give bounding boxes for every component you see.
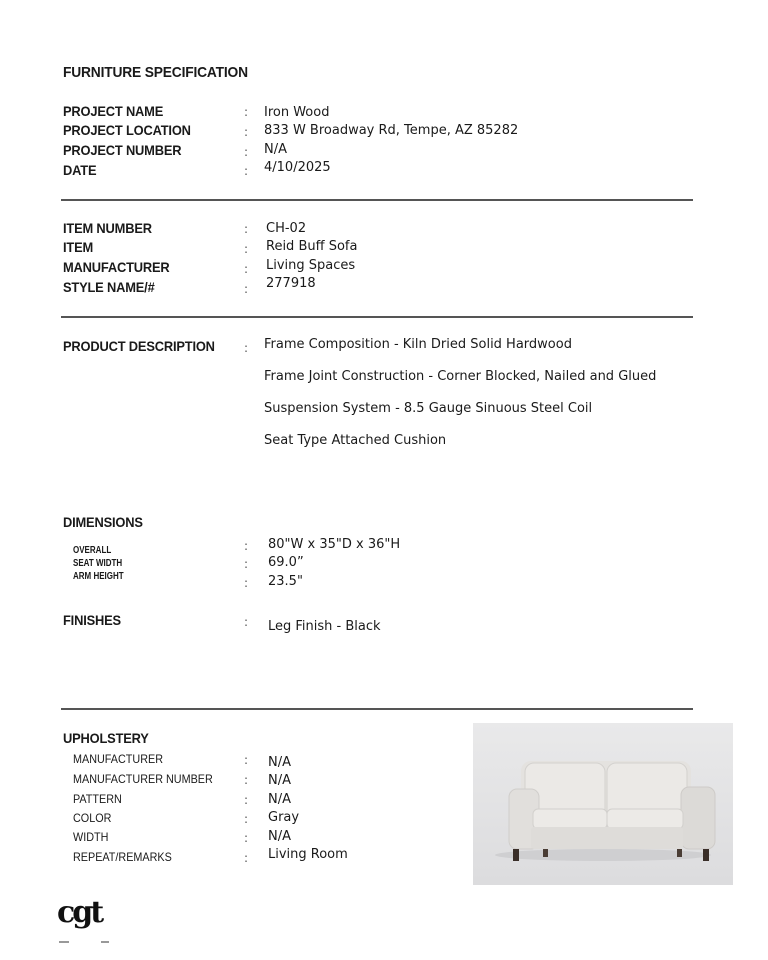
logo xyxy=(57,897,117,949)
seat-width-label: SEAT WIDTH xyxy=(73,558,123,569)
colon: : xyxy=(244,282,249,296)
manufacturer-value: Living Spaces xyxy=(266,258,356,273)
colon: : xyxy=(244,615,249,629)
colon: : xyxy=(244,341,249,355)
dimensions-label: DIMENSIONS xyxy=(63,514,143,530)
color-value: Gray xyxy=(268,810,300,825)
style-label: STYLE NAME/# xyxy=(63,279,155,295)
project-name-label: PROJECT NAME xyxy=(63,103,164,119)
arm-height-label: ARM HEIGHT xyxy=(73,571,124,582)
description-line: Seat Type Attached Cushion xyxy=(264,433,447,448)
logo-mark: cgt xyxy=(57,895,102,930)
upholstery-label: UPHOLSTERY xyxy=(63,730,149,746)
colon: : xyxy=(244,753,249,767)
colon: : xyxy=(244,773,249,787)
project-location-label: PROJECT LOCATION xyxy=(63,122,191,138)
item-number-label: ITEM NUMBER xyxy=(63,220,152,236)
project-number-value: N/A xyxy=(264,142,287,157)
colon: : xyxy=(244,539,249,553)
arm-height-value: 23.5" xyxy=(268,574,303,589)
colon: : xyxy=(244,222,249,236)
colon: : xyxy=(244,242,249,256)
product-description-label: PRODUCT DESCRIPTION xyxy=(63,338,215,354)
project-location-value: 833 W Broadway Rd, Tempe, AZ 85282 xyxy=(264,123,519,138)
item-value: Reid Buff Sofa xyxy=(266,239,358,254)
colon: : xyxy=(244,812,249,826)
width-label: WIDTH xyxy=(73,830,109,844)
finishes-value: Leg Finish - Black xyxy=(268,619,381,634)
repeat-label: REPEAT/REMARKS xyxy=(73,850,172,864)
overall-value: 80"W x 35"D x 36"H xyxy=(268,537,401,552)
color-label: COLOR xyxy=(73,811,112,825)
style-value: 277918 xyxy=(266,276,316,291)
colon: : xyxy=(244,262,249,276)
repeat-value: Living Room xyxy=(268,847,348,862)
colon: : xyxy=(244,125,249,139)
description-line: Frame Composition - Kiln Dried Solid Hardwood xyxy=(264,337,572,352)
colon: : xyxy=(244,557,249,571)
upholstery-manufacturer-label: MANUFACTURER xyxy=(73,752,164,766)
colon: : xyxy=(244,105,249,119)
description-line: Frame Joint Construction - Corner Blocked, Nailed and Glued xyxy=(264,369,657,384)
pattern-value: N/A xyxy=(268,792,291,807)
colon: : xyxy=(244,851,249,865)
colon: : xyxy=(244,831,249,845)
seat-width-value: 69.0” xyxy=(268,555,304,570)
description-line: Suspension System - 8.5 Gauge Sinuous Steel Coil xyxy=(264,401,593,416)
logo-fineprint xyxy=(101,941,109,943)
overall-label: OVERALL xyxy=(73,545,112,556)
pattern-label: PATTERN xyxy=(73,792,122,806)
colon: : xyxy=(244,145,249,159)
item-number-value: CH-02 xyxy=(266,221,307,236)
colon: : xyxy=(244,793,249,807)
divider xyxy=(61,199,693,201)
manufacturer-number-value: N/A xyxy=(268,773,291,788)
project-number-label: PROJECT NUMBER xyxy=(63,142,182,158)
upholstery-manufacturer-value: N/A xyxy=(268,755,291,770)
finishes-label: FINISHES xyxy=(63,612,121,628)
item-label: ITEM xyxy=(63,239,94,255)
width-value: N/A xyxy=(268,829,291,844)
date-label: DATE xyxy=(63,162,97,178)
date-value: 4/10/2025 xyxy=(264,160,331,175)
logo-fineprint xyxy=(59,941,69,943)
divider xyxy=(61,316,693,318)
divider xyxy=(61,708,693,710)
sofa-photo xyxy=(473,723,733,885)
page-title: FURNITURE SPECIFICATION xyxy=(63,64,248,81)
manufacturer-label: MANUFACTURER xyxy=(63,259,170,275)
project-name-value: Iron Wood xyxy=(264,105,330,120)
colon: : xyxy=(244,164,249,178)
colon: : xyxy=(244,576,249,590)
sofa-image xyxy=(473,723,733,885)
manufacturer-number-label: MANUFACTURER NUMBER xyxy=(73,772,213,786)
